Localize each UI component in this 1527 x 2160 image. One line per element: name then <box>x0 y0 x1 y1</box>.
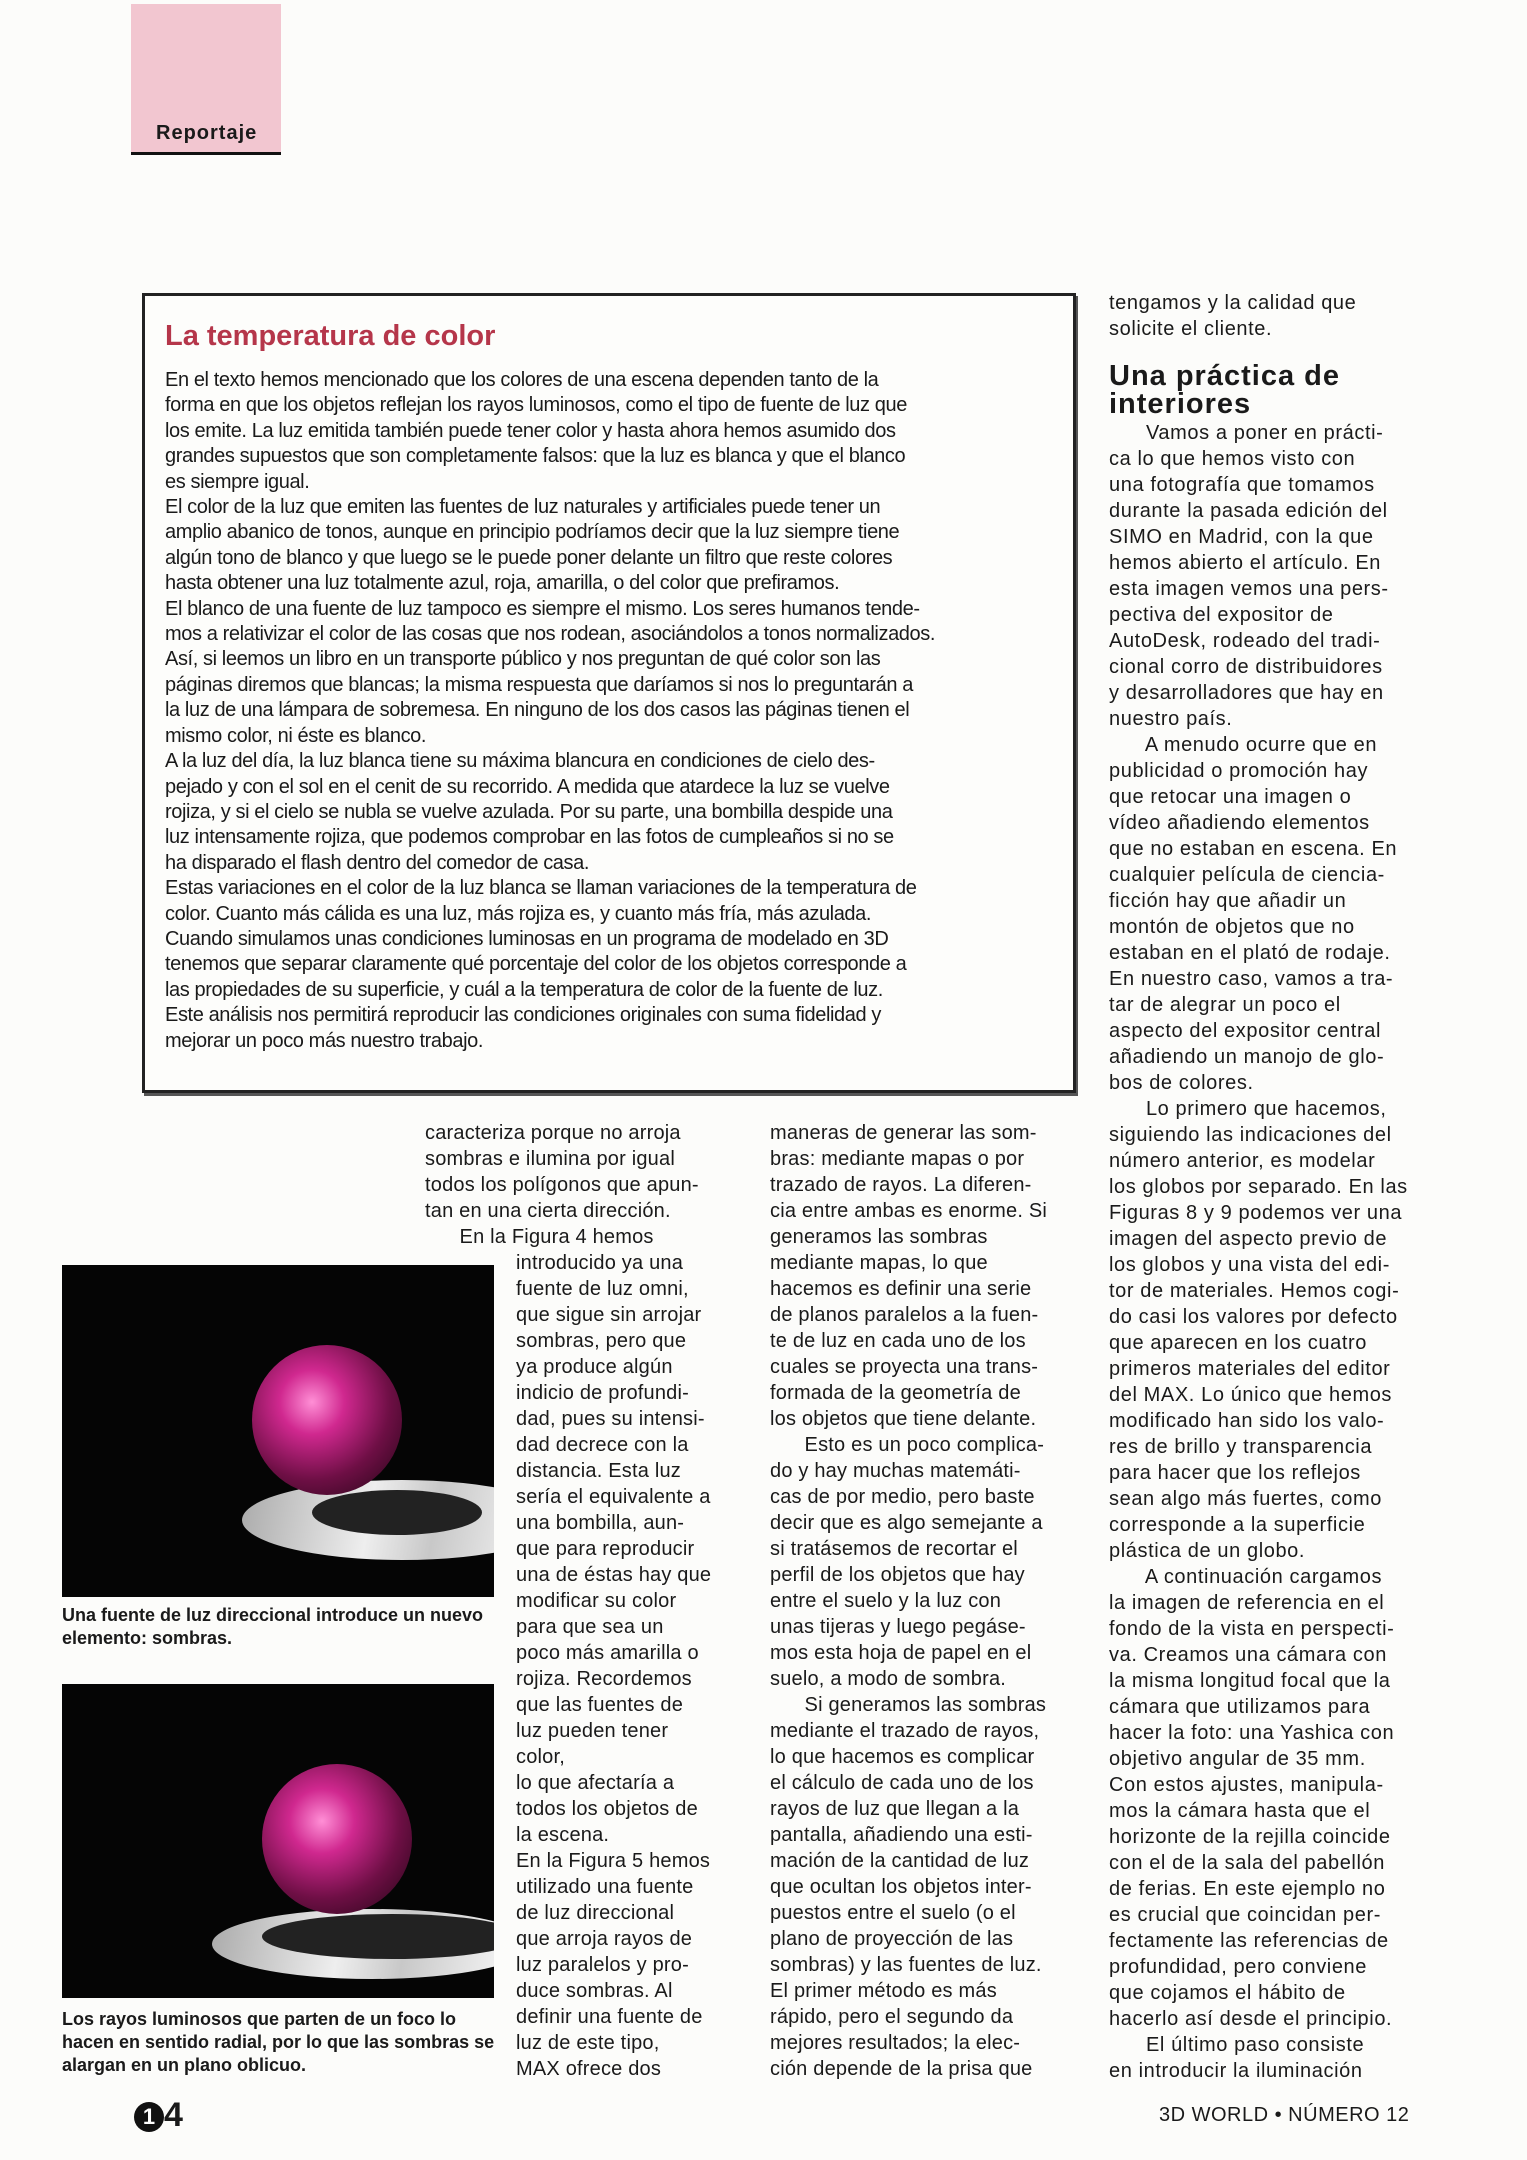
sphere <box>262 1764 412 1914</box>
figure-2-image <box>62 1684 494 1998</box>
sidebar-box-title: La temperatura de color <box>165 320 496 352</box>
sidebar-box-text: En el texto hemos mencionado que los colores de una escena dependen tanto de la forma en que los objetos reflejan los rayos luminosos, como el tipo de fuente de luz que los emite. La luz emitida también puede tener color y hasta ahora hemos asumido dos grandes supuestos que son completamente falsos: que la luz es blanca y que el blanco es siempre igual. El color de la luz que emiten las fuentes de luz naturales y artificiales puede tener un amplio abanico de tonos, aunque en principio podríamos decir que la luz siempre tiene algún tono de blanco y que luego se le puede poner delante un filtro que reste colores hasta obtener una luz totalmente azul, roja, amarilla, o del color que prefiramos. El blanco de una fuente de luz tampoco es siempre el mismo. Los seres humanos tende- mos a relativizar el color de las cosas que nos rodean, asociándolos a tonos normalizados. Así, si leemos un libro en un transporte público y nos preguntan de qué color son las páginas diremos que blancas; la misma respuesta que daríamos si nos lo preguntarán a la luz de una lámpara de sobremesa. En ninguno de los dos casos las páginas tienen el mismo color, ni éste es blanco. A la luz del día, la luz blanca tiene su máxima blancura en condiciones de cielo des- pejado y con el sol en el cenit de su recorrido. A medida que atardece la luz se vuelve rojiza, y si el cielo se nubla se vuelve azulada. Por su parte, una bombilla despide una luz intensamente rojiza, que podemos comprobar en las fotos de cumpleaños si no se ha disparado el flash dentro del comedor de casa. Estas variaciones en el color de la luz blanca se llaman variaciones de la temperatura de color. Cuanto más cálida es una luz, más rojiza es, y cuanto más fría, más azulada. Cuando simulamos unas condiciones luminosas en un programa de modelado en 3D tenemos que separar claramente qué porcentaje del color de los objetos corresponde a las propiedades de su superficie, y cuál a la temperatura de color de la fuente de luz. Este análisis nos permitirá reproducir las condiciones originales con suma fidelidad y mejorar un poco más nuestro trabajo. <box>165 369 935 1052</box>
publication-footer: 3D WORLD • NÚMERO 12 <box>1159 2104 1410 2126</box>
page-number-digit: 1 <box>134 2102 164 2132</box>
section-underline <box>131 152 281 155</box>
sphere <box>252 1345 402 1495</box>
column4-intro: tengamos y la calidad que solicite el cliente. <box>1109 292 1357 340</box>
page-number <box>134 2096 183 2135</box>
sphere-shadow <box>312 1490 482 1535</box>
column3-text: maneras de generar las som- bras: mediante mapas o por trazado de rayos. La diferen- cia entre ambas es enorme. Si generamos las sombras mediante mapas, lo que hacemos es definir una serie de planos paralelos a la fuen- te de luz en cada uno de los cuales se proyecta una trans- formada de la geometría de los objetos que tiene delante. Esto es un poco complica- do y hay muchas matemáti- cas de por medio, pero baste decir que es algo semejante a si tratásemos de recortar el perfil de los objetos que hay entre el suelo y la luz con unas tijeras y luego pegáse- mos esta hoja de papel en el suelo, a modo de sombra. Si generamos las sombras mediante el trazado de rayos, lo que hacemos es complicar el cálculo de cada uno de los rayos de luz que llegan a la pantalla, añadiendo una esti- mación de la cantidad de luz que ocultan los objetos inter- puestos entre el suelo (o el plano de proyección de las sombras) y las fuentes de luz. El primer método es más rápido, pero el segundo da mejores resultados; la elec- ción depende de la prisa que <box>770 1122 1048 2080</box>
column4-text: Vamos a poner en prácti- ca lo que hemos visto con una fotografía que tomamos durante la pasada edición del SIMO en Madrid, con la que hemos abierto el artículo. En esta imagen vemos una pers- pectiva del expositor de AutoDesk, rodeado del tradi- cional corro de distribuidores y desarrolladores que hay en nuestro país. A menudo ocurre que en publicidad o promoción hay que retocar una imagen o vídeo añadiendo elementos que no estaban en escena. En cualquier película de ciencia- ficción hay que añadir un montón de objetos que no estaban en el plató de rodaje. En nuestro caso, vamos a tra- tar de alegrar un poco el aspecto del expositor central añadiendo un manojo de glo- bos de colores. Lo primero que hacemos, siguiendo las indicaciones del número anterior, es modelar los globos por separado. En las Figuras 8 y 9 podemos ver una imagen del aspecto previo de los globos y una vista del edi- tor de materiales. Hemos cogi- do casi los valores por defecto que aparecen en los cuatro primeros materiales del editor del MAX. Lo único que hemos modificado han sido los valo- res de brillo y transparencia para hacer que los reflejos sean algo más fuertes, como corresponde a la superficie plástica de un globo. A continuación cargamos la imagen de referencia en el fondo de la vista en perspecti- va. Creamos una cámara con la misma longitud focal que la cámara que utilizamos para hacer la foto: una Yashica con objetivo angular de 35 mm. Con estos ajustes, manipula- mos la cámara hasta que el horizonte de la rejilla coincide con el de la sala del pabellón de ferias. En este ejemplo no es crucial que coincidan per- fectamente las referencias de profundidad, pero conviene que cojamos el hábito de hacerlo así desde el principio. El último paso consiste en introducir la iluminación <box>1109 422 1408 2082</box>
sidebar-box <box>142 293 1076 1093</box>
figure-2-caption: Los rayos luminosos que parten de un foco lo hacen en sentido radial, por lo que las sombras se alargan en un plano oblicuo. <box>62 2009 495 2075</box>
column2-top-text: caracteriza porque no arroja sombras e ilumina por igual todos los polígonos que apun- tan en una cierta dirección. En la Figura 4 hemos <box>425 1122 699 1248</box>
figure-1-caption: Una fuente de luz direccional introduce un nuevo elemento: sombras. <box>62 1605 484 1648</box>
column2-narrow-text: introducido ya una fuente de luz omni, que sigue sin arrojar sombras, pero que ya produce algún indicio de profundi- dad, pues su intensi- dad decrece con la distancia. Esta luz sería el equivalente a una bombilla, aun- que para reproducir una de éstas hay que modificar su color para que sea un poco más amarilla o rojiza. Recordemos que las fuentes de luz pueden tener color, lo que afectaría a todos los objetos de la escena. En la Figura 5 hemos utilizado una fuente de luz direccional que arroja rayos de luz paralelos y pro- duce sombras. Al definir una fuente de luz de este tipo, MAX ofrece dos <box>516 1252 712 2080</box>
section-label: Reportaje <box>156 122 258 144</box>
figure-1-image <box>62 1265 494 1597</box>
page-number-suffix: 4 <box>164 2096 183 2134</box>
section-heading: Una práctica de interiores <box>1109 360 1340 420</box>
